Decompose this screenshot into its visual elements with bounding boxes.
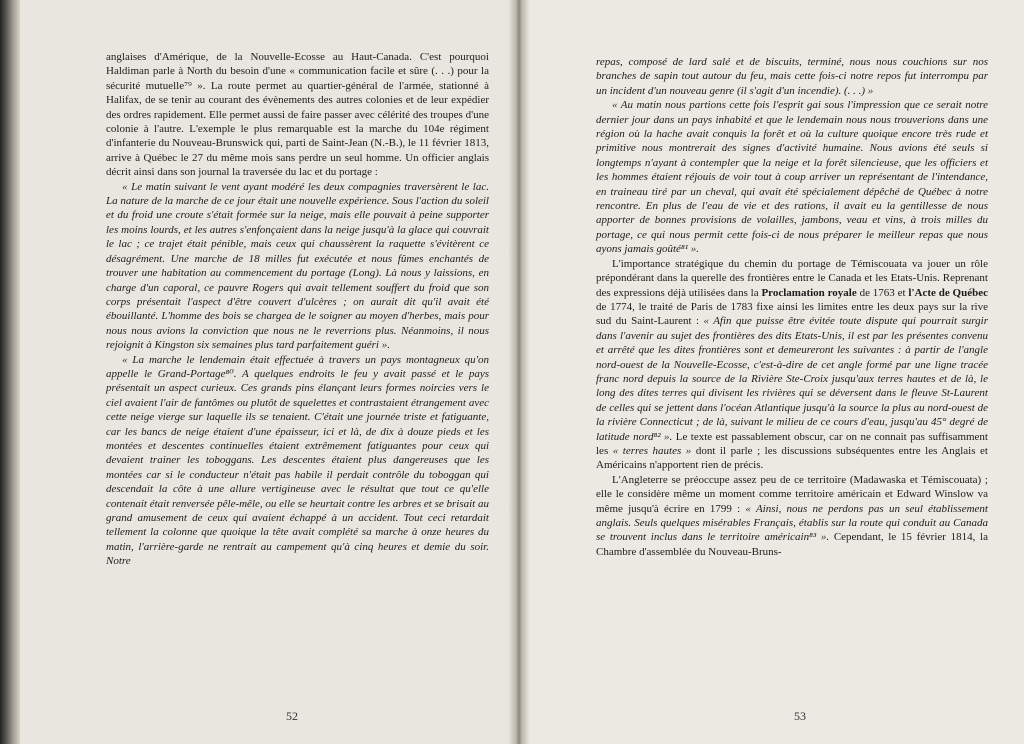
bold-term: Proclamation royale <box>761 286 857 299</box>
book-gutter <box>508 0 530 744</box>
page-number: 53 <box>794 709 806 723</box>
quote-paragraph: « Le matin suivant le vent ayant modéré les deux compagnies traversèrent le lac. La nature de la marche de ce jour était une nouvelle expérience. Sous l'action du soleil et du froid une croute s'était formée sur la neige, mais elle pouvait à peine supporter les moins lourds, et les autres s'enfonçaient dans la neige jusqu'à la glace qui couvrait le lac ; ce trajet était pénible, mais ceux qui chaussèrent la raquette s'évitèrent ce désagrément. Une marche de 18 milles fut exécutée et nous fûmes enchantés de trouver une habitation au commencement du portage (Long). Là nous y laissions, en charge d'un caporal, ce pauvre Rogers qui avait tellement souffert du froid que son corps présentait l'aspect d'être couvert d'ulcères ; on aurait dit qu'il avait été ébouillanté. L'homme des bois se chargea de le soigner au moyen d'herbes, mais pour nous nous avions la conviction que nous ne le reverrions plus. Néanmoins, il nous rejoignit à Kingston six semaines plus tard parfaitement guéri ». <box>106 180 489 352</box>
quote-paragraph: repas, composé de lard salé et de biscuits, terminé, nous nous couchions sur nos branches de sapin tout autour du feu, mais cette fois-ci notre repos fut interrompu par un incident d'un nouveau genre (il s'agit d'un incendie). (. . .) » <box>596 56 988 97</box>
quote-run: « Ainsi, nous ne perdons pas un seul établissement anglais. Seuls quelques misérables Français, établis sur la route qui conduit au Canada se trouvent inclus dans le territoire américain⁸³ ». <box>596 502 988 544</box>
paragraph <box>596 257 988 473</box>
text-run: Le texte est passablement obscur, car on ne connait pas suffisamment les <box>596 430 988 457</box>
text-run: L'Angleterre se préoccupe assez peu de ce territoire (Madawaska et Témiscouata) ; elle le considère même un moment comme territoire américain et Edward Winslow va même jusqu'à écrire en 1799 : <box>596 473 988 515</box>
right-page <box>518 0 1024 744</box>
text-run: dont il parle ; les discussions subséquentes entre les Anglais et Américains n'apportent rien de précis. <box>596 444 988 472</box>
bold-term: l'Acte de Québec <box>908 286 988 299</box>
text-run: de 1774, le traité de Paris de 1783 fixe ainsi les limites entre les deux pays sur la rive sud du Saint-Laurent : <box>596 300 988 328</box>
text-run: de 1763 et <box>856 286 909 299</box>
right-page-text <box>596 55 988 559</box>
text-run: L'importance stratégique du chemin du portage de Témiscouata va jouer un rôle prépondérant dans la querelle des frontières entre le Canada et les Etats-Unis. Reprenant des expressions déjà utilisées dans la <box>596 257 988 299</box>
paragraph <box>596 473 988 559</box>
quote-paragraph: « Au matin nous partions cette fois l'esprit gai sous l'impression que ce serait notre dernier jour dans un pays inhabité et que le lendemain nous nous trouverions dans une région où la hache avait conquis la forêt et où la culture quoique encore très rude et primitive nous montrerait des signes d'activité humaine. Nous avions été seuls si longtemps n'ayant à contempler que la neige et la forêt silencieuse, que les officiers et les hommes étaient réjouis de voir tout à coup arriver un représentant de l'intendance, en traineau tiré par un cheval, qui avait été spécialement dépêché de Québec à notre rencontre. En plus de l'eau de vie et des rations, il avait eu la gentillesse de nous apporter de bonnes provisions de volailles, jambons, veau et vins, à trois milles du portage, ce qui nous permit cette fois-ci de nous préparer le meilleur repas que nous ayons jamais goûté⁸¹ ». <box>596 99 988 256</box>
page-number: 52 <box>286 709 298 723</box>
quote-run: « Afin que puisse être évitée toute dispute qui pourrait surgir dans l'avenir au sujet des frontières des dits Etats-Unis, il est par les présentes convenu et arrêté que les dites frontières sont et demeureront les suivantes : à partir de l'angle nord-ouest de la Nouvelle-Ecosse, c'est-à-dire de cet angle formé par une ligne tracée franc nord depuis la source de la Rivière Ste-Croix jusqu'aux terres hautes et de là, le long des dites terres qui divisent les rivières qui se déversent dans le fleuve St-Laurent de celles qui se jettent dans l'océan Atlantique jusqu'à la source la plus au nord-ouest de la rivière Connecticut ; de là, suivant le milieu de ce cours d'eau, jusqu'au 45° degré de latitude nord⁸² ». <box>596 315 988 443</box>
left-page-text <box>106 50 489 569</box>
paragraph: anglaises d'Amérique, de la Nouvelle-Ecosse au Haut-Canada. C'est pourquoi Haldiman parle à North du besoin d'une « communication facile et sûre (. . .) pour la sécurité mutuelle⁷⁹ ». La route permet au quartier-général de l'armée, stationné à Halifax, de se tenir au courant des évènements des autres colonies et de leur expédier des ordres rapidement. Elle permet aussi de faire passer avec célérité des troupes d'une colonie à l'autre. L'exemple le plus remarquable est la marche du 104e régiment d'infanterie du Nouveau-Brunswick qui, parti de Saint-Jean (N.-B.), le 11 février 1813, arrive à Québec le 27 du même mois sans perdre un seul homme. Un officier anglais décrit ainsi dans son journal la traversée du lac et du portage : <box>106 51 489 179</box>
text-run: Cependant, le 15 février 1814, la Chambre d'assemblée du Nouveau-Bruns- <box>596 531 988 558</box>
quote-paragraph: « La marche le lendemain était effectuée à travers un pays montagneux qu'on appelle le Grand-Portage⁸⁰. A quelques endroits le feu y avait passé et le pays présentait un aspect curieux. Ces grands pins élançant leurs formes noircies vers le ciel avaient l'air de fantômes ou plutôt de squelettes et contrastaient étrangement avec cette neige vierge sur laquelle ils se tenaient. C'était une journée triste et fatiguante, car les bancs de neige étaient d'une épaisseur, ici et là, de dix à douze pieds et les montées et descentes continuelles étaient extrêmement fatiguantes pour ceux qui devaient trainer les toboggans. Les descentes étaient plus dangereuses que les montées car si le conducteur n'était pas habile il perdait contrôle du toboggan qui descendait la côte à une allure vertigineuse avec le résultat que tout ce qu'elle contenait était renversée pêle-mêle, ou elle se heurtait contre les arbres et se brisait au grand amusement de ceux qui avaient échappé à un accident. Tout ceci retardait tellement la colonne que quoique la tête avait complété sa marche à onze heures du matin, l'arrière-garde ne rentrait au campement qu'à cinq heures et demie du soir. Notre <box>106 353 489 568</box>
left-page <box>20 0 518 744</box>
quote-run: « terres hautes » <box>612 444 692 457</box>
book-binding-edge <box>0 0 20 744</box>
